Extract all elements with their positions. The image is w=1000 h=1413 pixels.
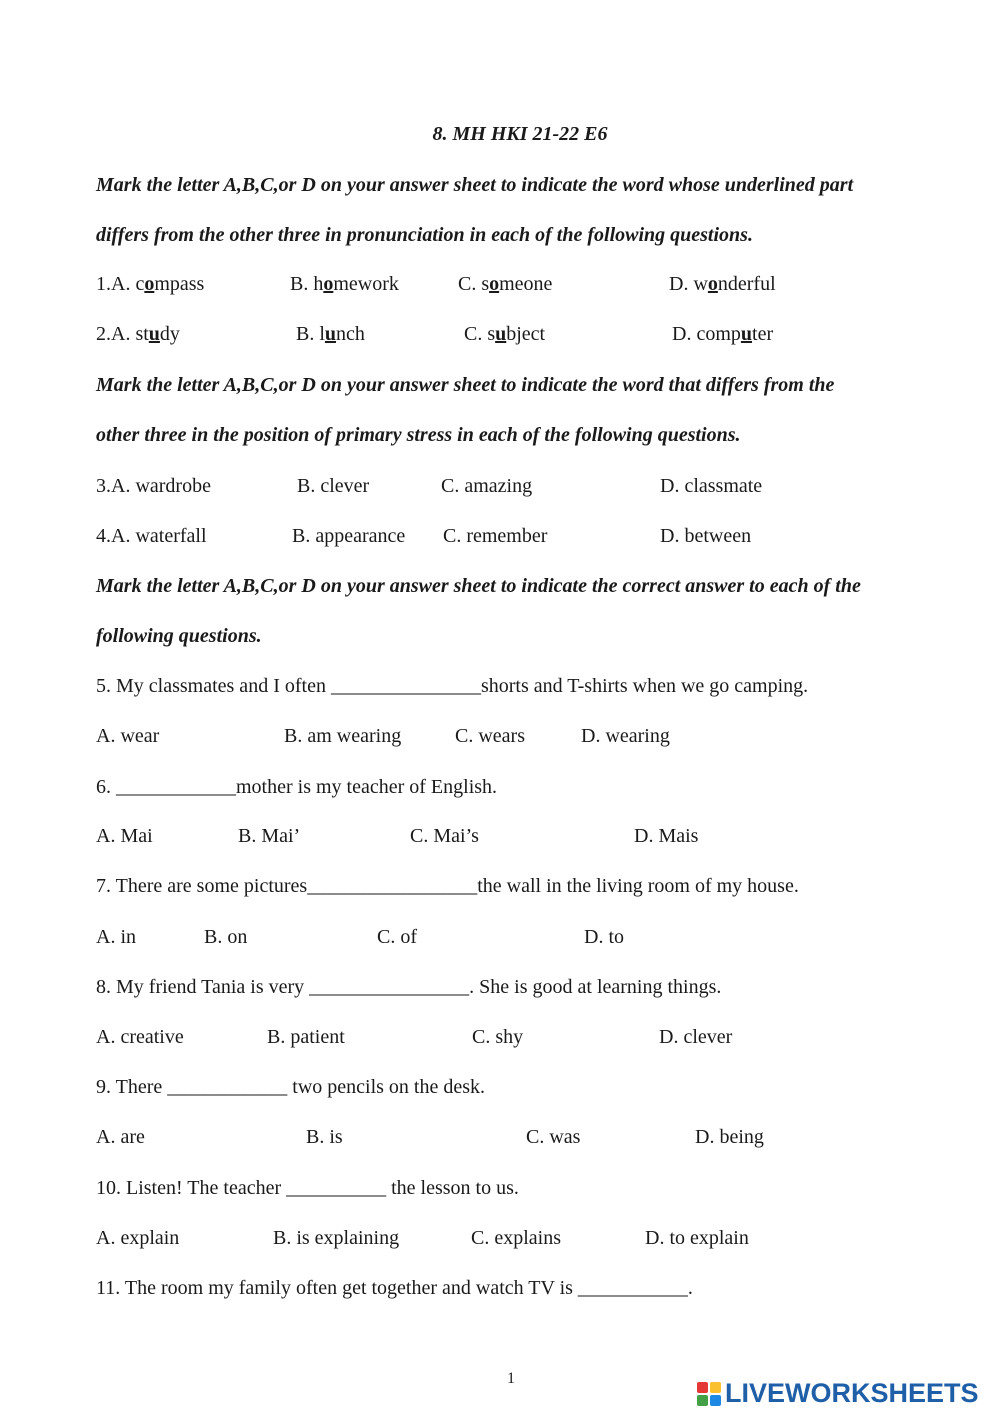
q8-option-b: B. patient xyxy=(267,1026,345,1048)
q3-option-d: D. classmate xyxy=(660,475,763,497)
q4-option-c: C. remember xyxy=(443,525,548,547)
q3-option-b: B. clever xyxy=(297,475,370,497)
page-number: 1 xyxy=(507,1370,515,1387)
q1-a-underlined: o xyxy=(144,273,155,295)
q1-option-d: D. wonderful xyxy=(669,273,776,295)
liveworksheets-logo-text: LIVEWORKSHEETS xyxy=(725,1378,979,1408)
q6-option-d: D. Mais xyxy=(634,825,699,847)
q10-option-b: B. is explaining xyxy=(273,1227,400,1249)
q8-option-d: D. clever xyxy=(659,1026,733,1048)
q10-option-a: A. explain xyxy=(96,1227,180,1249)
q2-option-b: B. lunch xyxy=(296,323,365,345)
q2-option-d: D. computer xyxy=(672,323,774,345)
q5-option-b: B. am wearing xyxy=(284,725,402,747)
q9-option-c: C. was xyxy=(526,1126,581,1148)
q5-option-a: A. wear xyxy=(96,725,160,747)
question-9-stem: 9. There ____________ two pencils on the desk. xyxy=(96,1076,486,1098)
q7-option-b: B. on xyxy=(204,926,248,948)
q2-b-underlined: u xyxy=(324,323,337,345)
q6-option-c: C. Mai’s xyxy=(410,825,479,847)
logo-square-green xyxy=(697,1395,708,1406)
q3-option-a: 3.A. wardrobe xyxy=(96,475,211,497)
instruction-pronunciation-line-2: differs from the other three in pronunciation in each of the following questions. xyxy=(96,224,753,246)
q1-option-a: 1.A. compass xyxy=(96,273,205,295)
q8-option-c: C. shy xyxy=(472,1026,524,1048)
liveworksheets-logo[interactable] xyxy=(697,1378,979,1409)
instruction-correct-line-1: Mark the letter A,B,C,or D on your answer sheet to indicate the correct answer to each of the xyxy=(96,575,861,597)
q2-a-underlined: u xyxy=(148,323,160,345)
q7-option-a: A. in xyxy=(96,926,136,948)
q4-option-d: D. between xyxy=(660,525,752,547)
instruction-stress-line-2: other three in the position of primary stress in each of the following questions. xyxy=(96,424,741,446)
logo-square-red xyxy=(697,1382,708,1393)
q2-option-c: C. subject xyxy=(464,323,546,345)
q2-d-underlined: u xyxy=(740,323,753,345)
question-7-stem: 7. There are some pictures_________________the wall in the living room of my house. xyxy=(96,875,799,897)
q1-d-underlined: o xyxy=(707,273,718,295)
q5-option-c: C. wears xyxy=(455,725,525,747)
question-6-stem: 6. ____________mother is my teacher of English. xyxy=(96,776,498,798)
liveworksheets-logo-icon xyxy=(697,1382,721,1406)
instruction-correct-line-2: following questions. xyxy=(96,625,262,647)
q5-option-d: D. wearing xyxy=(581,725,670,747)
logo-square-yellow xyxy=(710,1382,721,1393)
instruction-stress-line-1: Mark the letter A,B,C,or D on your answer sheet to indicate the word that differs from the xyxy=(96,374,835,396)
q1-b-underlined: o xyxy=(323,273,334,295)
q2-option-a: 2.A. study xyxy=(96,323,180,345)
q1-option-b: B. homework xyxy=(290,273,399,295)
q4-option-a: 4.A. waterfall xyxy=(96,525,207,547)
instruction-pronunciation-line-1: Mark the letter A,B,C,or D on your answer sheet to indicate the word whose underlined part xyxy=(96,174,854,196)
question-10-stem: 10. Listen! The teacher __________ the lesson to us. xyxy=(96,1177,519,1199)
q9-option-b: B. is xyxy=(306,1126,343,1148)
q1-option-c: C. someone xyxy=(458,273,553,295)
q6-option-b: B. Mai’ xyxy=(238,825,301,847)
page-title: 8. MH HKI 21-22 E6 xyxy=(432,123,608,145)
q10-option-c: C. explains xyxy=(471,1227,561,1249)
q6-option-a: A. Mai xyxy=(96,825,153,847)
question-5-stem: 5. My classmates and I often _______________shorts and T-shirts when we go camping. xyxy=(96,675,809,697)
q9-option-d: D. being xyxy=(695,1126,764,1148)
q3-option-c: C. amazing xyxy=(441,475,533,497)
q9-option-a: A. are xyxy=(96,1126,145,1148)
q1-c-underlined: o xyxy=(489,273,500,295)
q8-option-a: A. creative xyxy=(96,1026,184,1048)
question-11-stem: 11. The room my family often get together and watch TV is ___________. xyxy=(96,1277,693,1299)
logo-square-blue xyxy=(710,1395,721,1406)
q7-option-c: C. of xyxy=(377,926,417,948)
question-8-stem: 8. My friend Tania is very ________________. She is good at learning things. xyxy=(96,976,722,998)
q7-option-d: D. to xyxy=(584,926,624,948)
q10-option-d: D. to explain xyxy=(645,1227,749,1249)
q2-c-underlined: u xyxy=(495,323,507,345)
q4-option-b: B. appearance xyxy=(292,525,406,547)
